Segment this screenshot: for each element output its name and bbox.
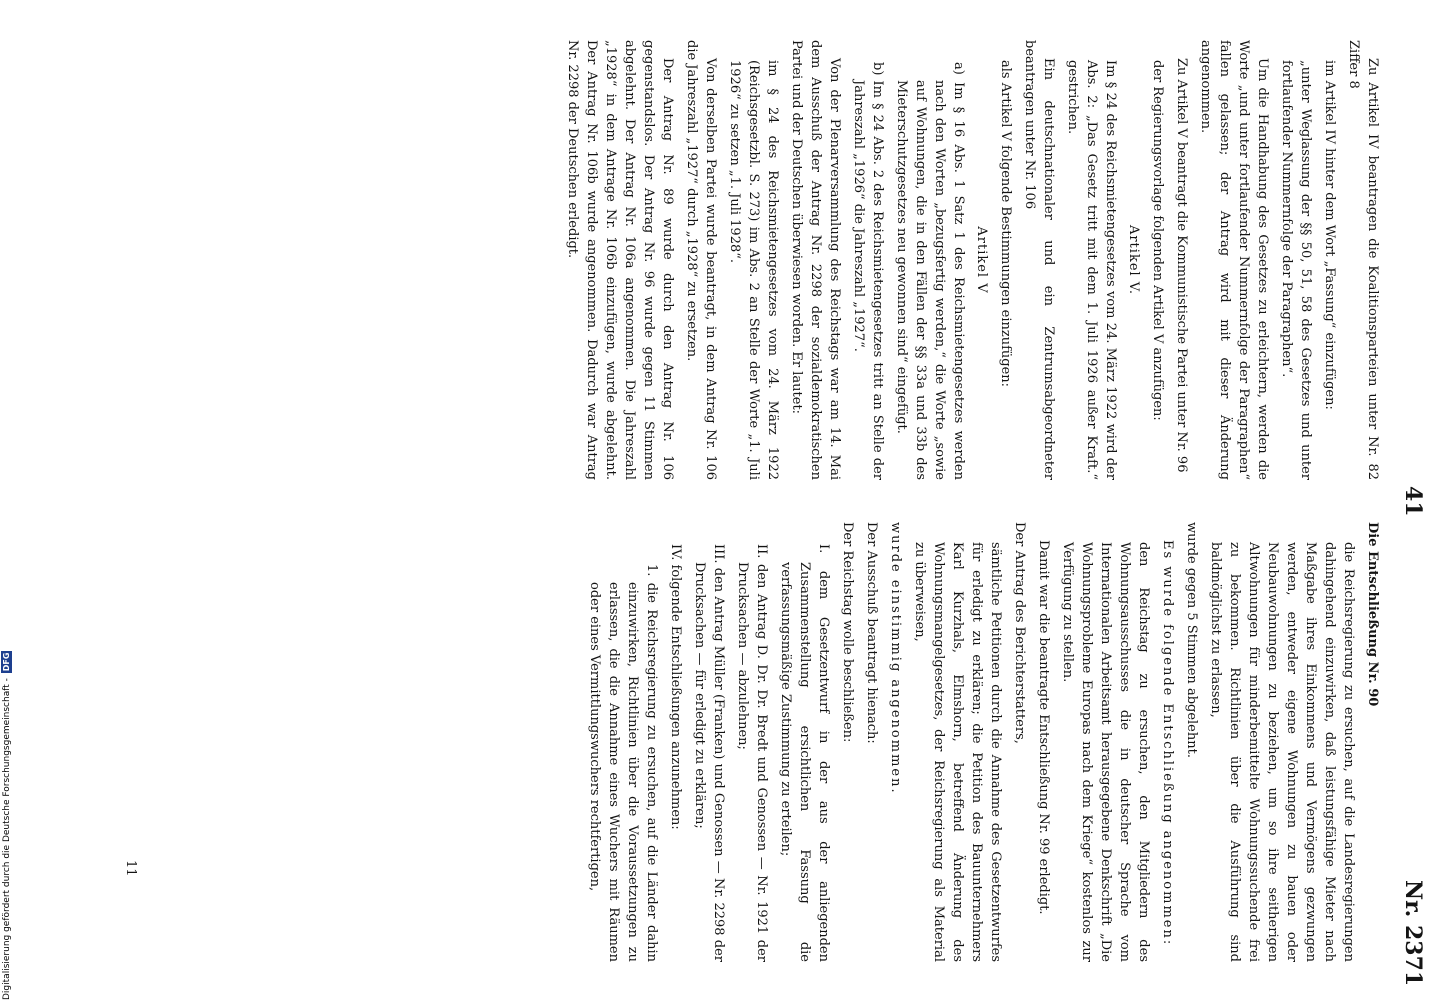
credit-text: Digitalisierung gefördert durch die Deutsche Forschungsgemeinschaft - [2,678,12,1000]
signature-number: 11 [123,860,138,877]
right-text-column [580,522,1382,962]
dfg-logo: DFG [2,652,11,672]
list-item: a) Im § 16 Abs. 1 Satz 1 des Reichsmietengesetzes werden nach den Worten „bezugsfertig werden,“ die Worte „sowie auf Wohnungen, die in den Fällen der §§ 33a und 33b des Mieterschutzgesetzes neu gewonnen sind“ eingefügt. [894,62,966,480]
paragraph: die Reichsregierung zu ersuchen, auf die Landesregierungen dahingehend einzuwirken, daß leistungsfähige Mieter nach Maßgabe ihres Einkommens und Vermögens gezwungen werden, entweder eigene Wohnungen zu bauen oder Neubauwohnungen zu beziehen, um so ihre seitherigen Altwohnungen für minderbemittelte Wohnungssuchende frei zu bekommen. Richtlinien über die Ausführung sind baldmöglichst zu erlassen, [1208,542,1356,962]
paragraph: der Regierungsvorlage folgenden Artikel V anzufügen: [1150,60,1165,421]
paragraph: im § 24 des Reichsmietengesetzes vom 24. März 1922 (Reichsgesetzbl. S. 273) im Abs. 2 an Stelle der Worte „1. Juli 1926“ zu setzen „1. Juli 1928“. [727,60,780,480]
paragraph: wurde einstimmig angenommen. [888,522,903,795]
left-text-column [558,40,1382,480]
paragraph: Im § 24 des Reichsmietengesetzes vom 24. März 1922 wird der Abs. 2: „Das Gesetz tritt mit dem 1. Juli 1926 außer Kraft.“ gestrichen. [1065,60,1118,480]
paragraph: „unter Weglassung der §§ 50, 51, 58 des Gesetzes und unter fortlaufender Nummernfolge der Paragraphen“. [1279,60,1313,480]
article-heading: Artikel V. [1126,224,1141,296]
paragraph: Zu Artikel IV beantragen die Koalitionsparteien unter Nr. 82 Ziffer 8 [1346,40,1380,480]
list-item: IV. folgende Entschließungen anzunehmen: [668,544,683,830]
list-item: b) Im § 24 Abs. 2 des Reichsmietengesetzes tritt an Stelle der Jahreszahl „1926“ die Jahreszahl „1927“. [851,62,885,480]
list-item: 1. die Reichsregierung zu ersuchen, auf die Länder dahin einzuwirken, Richtlinien über die Voraussetzungen zu erlassen, die die Annahme eines Wuchers mit Räumen oder eines Vermittlungswuchers rechtfertigen, [587,564,659,962]
page-number: 41 [1400,486,1426,517]
paragraph: Damit war die beantragte Entschließung Nr. 99 erledigt. [1036,540,1051,915]
paragraph: Zu Artikel V beantragt die Kommunistische Partei unter Nr. 96 [1174,58,1189,473]
paragraph: Der Reichstag wolle beschließen: [840,522,855,743]
paragraph: Von derselben Partei wurde beantragt, in dem Antrag Nr. 106 die Jahreszahl „1927“ durch „1928“ zu ersetzen. [684,40,718,480]
list-item: I. dem Gesetzentwurf in der aus der anliegenden Zusammenstellung ersichtlichen Fassung die verfassungsmäßige Zustimmung zu erteilen; [778,544,831,962]
paragraph: sämtliche Petitionen durch die Annahme des Gesetzentwurfes für erledigt zu erklären; die Petition des Bauunternehmers Karl Kurzhals, Elmshorn, betreffend Änderung des Wohnungsmangelgesetzes, der Reichsregierung als Material zu überweisen, [912,542,1003,962]
paragraph: wurde gegen 5 Stimmen abgelehnt. [1184,522,1199,758]
paragraph: Von der Plenarversammlung des Reichstags war am 14. Mai dem Ausschuß der Antrag Nr. 2298 der sozialdemokratischen Partei und der Deutschen überwiesen worden. Er lautet: [789,40,842,480]
document-number: Nr. 2371 [1400,880,1426,987]
paragraph: Der Antrag des Berichterstatters, [1012,522,1027,744]
paragraph: als Artikel V folgende Bestimmungen einzufügen: [998,60,1013,388]
paragraph: Es wurde folgende Entschließung angenommen: [1160,540,1175,947]
list-item: II. den Antrag D. Dr. Dr. Bredt und Genossen — Nr. 1921 der Drucksachen — abzulehnen; [735,544,769,962]
paragraph: Die Entschließung Nr. 90 [1365,522,1380,707]
paragraph: Um die Handhabung des Gesetzes zu erleichtern, werden die Worte „und unter fortlaufender Nummernfolge der Paragraphen“ fallen gelassen; der Antrag wird mit dieser Änderung angenommen. [1198,40,1270,480]
list-item: III. den Antrag Müller (Franken) und Genossen — Nr. 2298 der Drucksachen — für erledigt zu erklären; [692,544,726,962]
paragraph: im Artikel IV hinter dem Wort „Fassung“ einzufügen: [1322,60,1337,410]
paragraph: den Reichstag zu ersuchen, den Mitgliedern des Wohnungsausschusses die in deutscher Sprache vom Internationalen Arbeitsamt herausgegebene Denkschrift „Die Wohnungsprobleme Europas nach dem Kriege“ kostenlos zur Verfügung zu stellen. [1060,542,1151,962]
paragraph: Der Antrag Nr. 89 wurde durch den Antrag Nr. 106 gegenstandslos. Der Antrag Nr. 96 wurde gegen 11 Stimmen abgelehnt. Der Antrag Nr. 106a angenommen. Die Jahreszahl „1928“ in dem Antrage Nr. 106b einzufügen, wurde abgelehnt. Der Antrag Nr. 106b wurde angenommen. Dadurch war Antrag Nr. 2298 der Deutschen erledigt. [565,40,675,480]
paragraph: Der Ausschuß beantragt hienach: [864,522,879,744]
digitization-credit [0,0,14,1000]
article-heading: Artikel V [974,226,989,294]
paragraph: Ein deutschnationaler und ein Zentrumsabgeordneter beantragen unter Nr. 106 [1022,40,1056,480]
